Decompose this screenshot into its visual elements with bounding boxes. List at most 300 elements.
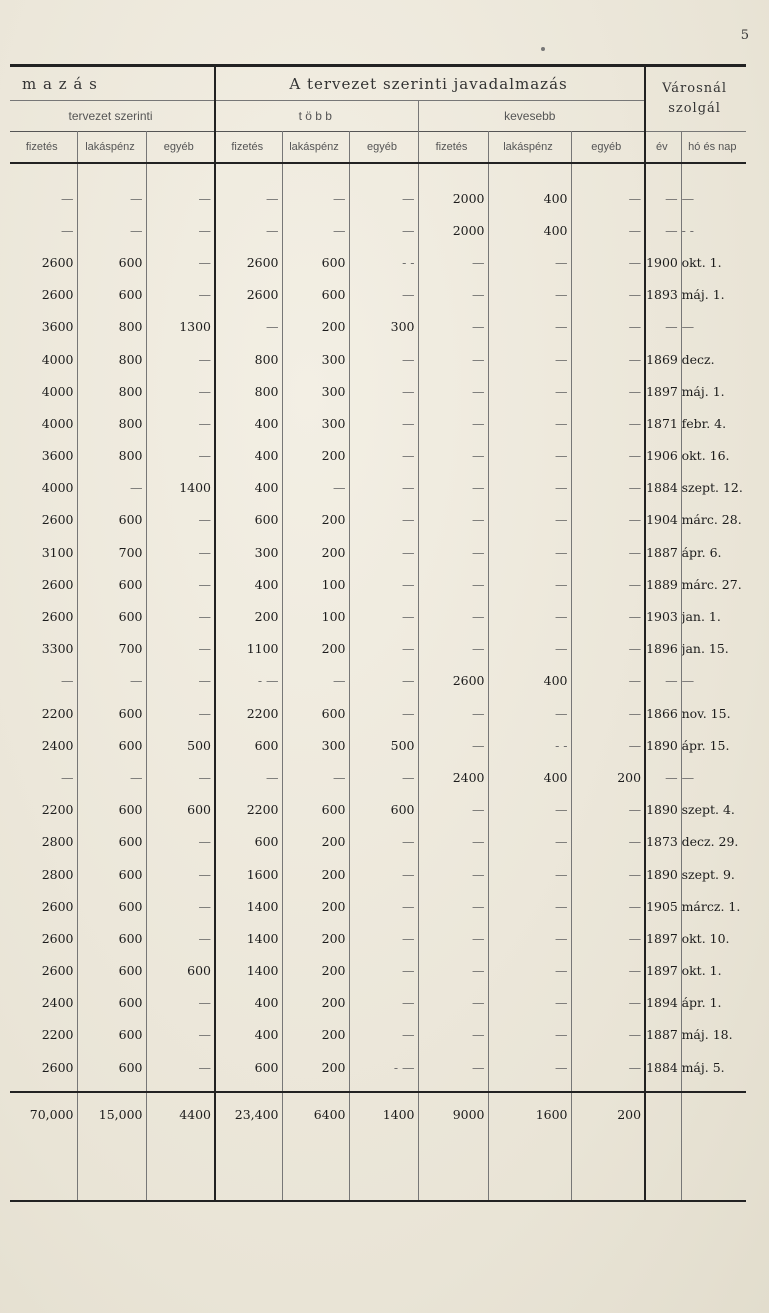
amount-cell: — [488, 279, 571, 311]
amount-cell: 800 [77, 311, 146, 343]
year-cell: 1866 [645, 697, 681, 729]
spacer-row [10, 163, 746, 182]
year-cell: 1869 [645, 343, 681, 375]
date-cell: okt. 16. [681, 448, 730, 464]
amount-cell: - — [349, 1051, 418, 1083]
amount-cell: 4000 [10, 472, 77, 504]
total-cell: 4400 [146, 1092, 215, 1135]
amount-cell: — [418, 407, 488, 439]
table-row [10, 375, 746, 407]
date-cell: ápr. 1. [681, 995, 722, 1011]
year-cell: 1896 [645, 633, 681, 665]
amount-cell: 600 [215, 729, 282, 761]
amount-cell: 200 [282, 440, 349, 472]
amount-cell: — [488, 697, 571, 729]
amount-cell: — [349, 536, 418, 568]
amount-cell: 2600 [10, 568, 77, 600]
amount-cell: 600 [77, 858, 146, 890]
amount-cell: 600 [349, 794, 418, 826]
amount-cell: — [418, 890, 488, 922]
amount-cell: — [418, 1019, 488, 1051]
amount-cell: 200 [282, 1051, 349, 1083]
amount-cell: — [77, 665, 146, 697]
date-cell: decz. 29. [681, 834, 739, 850]
amount-cell: — [146, 665, 215, 697]
amount-cell: — [571, 633, 645, 665]
amount-cell: — [349, 633, 418, 665]
amount-cell: — [146, 246, 215, 278]
amount-cell: 200 [282, 858, 349, 890]
amount-cell: — [349, 1019, 418, 1051]
amount-cell: 800 [77, 440, 146, 472]
amount-cell: 600 [77, 826, 146, 858]
amount-cell: — [10, 761, 77, 793]
date-cell: márcz. 1. [681, 898, 741, 914]
total-cell: 6400 [282, 1092, 349, 1135]
year-cell: — [645, 214, 681, 246]
year-cell: 1903 [645, 600, 681, 632]
amount-cell: 400 [488, 761, 571, 793]
date-cell: okt. 1. [681, 963, 722, 979]
amount-cell: — [418, 472, 488, 504]
total-cell: 15,000 [77, 1092, 146, 1135]
amount-cell: — [571, 729, 645, 761]
amount-cell: 400 [488, 665, 571, 697]
header-sub-left: tervezet szerinti [10, 101, 215, 132]
amount-cell: — [349, 407, 418, 439]
column-header: fizetés [215, 132, 282, 164]
amount-cell: — [571, 922, 645, 954]
amount-cell: 2600 [10, 955, 77, 987]
amount-cell: — [571, 1019, 645, 1051]
amount-cell: — [146, 279, 215, 311]
date-cell: — [681, 190, 695, 206]
amount-cell: 2600 [215, 279, 282, 311]
amount-cell: — [349, 890, 418, 922]
amount-cell: 2200 [10, 697, 77, 729]
amount-cell: — [418, 246, 488, 278]
amount-cell: — [418, 536, 488, 568]
amount-cell: 400 [215, 407, 282, 439]
amount-cell: 600 [282, 794, 349, 826]
amount-cell: — [146, 343, 215, 375]
amount-cell: — [215, 182, 282, 214]
amount-cell: — [571, 504, 645, 536]
date-cell: szept. 9. [681, 866, 735, 882]
table-row [10, 600, 746, 632]
amount-cell: — [146, 858, 215, 890]
amount-cell: — [488, 955, 571, 987]
amount-cell: 2600 [10, 922, 77, 954]
date-cell: ápr. 6. [681, 544, 722, 560]
amount-cell: — [418, 858, 488, 890]
amount-cell: — [418, 729, 488, 761]
table-row [10, 1051, 746, 1083]
amount-cell: — [418, 955, 488, 987]
amount-cell: 1400 [146, 472, 215, 504]
column-header: lakáspénz [488, 132, 571, 164]
page-number: 5 [740, 28, 749, 43]
date-cell: decz. [681, 351, 715, 367]
amount-cell: 200 [282, 504, 349, 536]
table-row [10, 407, 746, 439]
amount-cell: — [215, 214, 282, 246]
amount-cell: 600 [77, 504, 146, 536]
amount-cell: — [418, 633, 488, 665]
table-row [10, 858, 746, 890]
amount-cell: 2000 [418, 214, 488, 246]
amount-cell: — [146, 407, 215, 439]
column-header: egyéb [571, 132, 645, 164]
header-group-main: A tervezet szerinti javadalmazás [215, 66, 645, 101]
amount-cell: 800 [215, 343, 282, 375]
amount-cell: - - [488, 729, 571, 761]
amount-cell: — [349, 761, 418, 793]
amount-cell: 600 [77, 246, 146, 278]
column-header-row [10, 132, 746, 164]
amount-cell: — [418, 794, 488, 826]
year-cell: 1871 [645, 407, 681, 439]
amount-cell: — [77, 761, 146, 793]
amount-cell: — [146, 826, 215, 858]
table-row [10, 761, 746, 793]
year-cell: 1887 [645, 536, 681, 568]
table-row [10, 1019, 746, 1051]
amount-cell: — [488, 922, 571, 954]
table-row [10, 246, 746, 278]
amount-cell: 200 [571, 761, 645, 793]
amount-cell: 600 [77, 955, 146, 987]
amount-cell: 400 [215, 987, 282, 1019]
amount-cell: — [282, 214, 349, 246]
amount-cell: — [571, 440, 645, 472]
column-header: egyéb [146, 132, 215, 164]
table-row [10, 311, 746, 343]
table-row [10, 794, 746, 826]
ink-spot [541, 47, 545, 51]
amount-cell: — [349, 568, 418, 600]
column-header: fizetés [10, 132, 77, 164]
date-cell: máj. 18. [681, 1027, 733, 1043]
year-cell: 1905 [645, 890, 681, 922]
amount-cell: 600 [215, 1051, 282, 1083]
amount-cell: — [418, 279, 488, 311]
amount-cell: — [488, 311, 571, 343]
amount-cell: — [418, 826, 488, 858]
amount-cell: 800 [77, 375, 146, 407]
amount-cell: — [418, 343, 488, 375]
date-cell: ápr. 15. [681, 737, 730, 753]
amount-cell: 600 [282, 246, 349, 278]
amount-cell: — [349, 826, 418, 858]
table-row [10, 343, 746, 375]
amount-cell: — [571, 665, 645, 697]
amount-cell: 600 [215, 826, 282, 858]
amount-cell: 1400 [215, 955, 282, 987]
amount-cell: — [571, 311, 645, 343]
amount-cell: — [146, 375, 215, 407]
table-row [10, 890, 746, 922]
amount-cell: — [571, 246, 645, 278]
amount-cell: 1100 [215, 633, 282, 665]
amount-cell: — [571, 826, 645, 858]
amount-cell: — [488, 536, 571, 568]
amount-cell: 2800 [10, 858, 77, 890]
amount-cell: 400 [215, 1019, 282, 1051]
year-cell: 1889 [645, 568, 681, 600]
amount-cell: 200 [282, 826, 349, 858]
amount-cell: - - [349, 246, 418, 278]
amount-cell: — [349, 922, 418, 954]
date-cell: okt. 1. [681, 254, 722, 270]
amount-cell: — [571, 279, 645, 311]
amount-cell: 300 [282, 407, 349, 439]
total-cell [681, 1092, 746, 1135]
amount-cell: — [282, 472, 349, 504]
amount-cell: — [488, 504, 571, 536]
amount-cell: — [146, 504, 215, 536]
amount-cell: — [488, 568, 571, 600]
amount-cell: 3600 [10, 311, 77, 343]
year-cell: 1884 [645, 1051, 681, 1083]
date-cell: máj. 1. [681, 383, 725, 399]
table-row [10, 182, 746, 214]
amount-cell: 400 [215, 440, 282, 472]
amount-cell: 600 [77, 890, 146, 922]
amount-cell: — [349, 987, 418, 1019]
amount-cell: — [571, 407, 645, 439]
date-cell: máj. 5. [681, 1059, 725, 1075]
header-sub-more: t ö b b [215, 101, 418, 132]
amount-cell: 800 [77, 407, 146, 439]
amount-cell: — [282, 665, 349, 697]
amount-cell: 600 [77, 729, 146, 761]
amount-cell: — [488, 794, 571, 826]
year-cell: 1890 [645, 858, 681, 890]
year-cell: 1897 [645, 922, 681, 954]
amount-cell: — [488, 858, 571, 890]
amount-cell: 600 [146, 955, 215, 987]
table-row [10, 922, 746, 954]
amount-cell: 800 [77, 343, 146, 375]
amount-cell: 2600 [418, 665, 488, 697]
amount-cell: — [418, 440, 488, 472]
amount-cell: 4000 [10, 343, 77, 375]
amount-cell: — [418, 922, 488, 954]
date-cell: nov. 15. [681, 705, 731, 721]
amount-cell: — [349, 343, 418, 375]
amount-cell: 600 [146, 794, 215, 826]
amount-cell: 2600 [10, 246, 77, 278]
amount-cell: — [571, 858, 645, 890]
amount-cell: 200 [282, 311, 349, 343]
amount-cell: — [349, 182, 418, 214]
amount-cell: 2200 [10, 1019, 77, 1051]
amount-cell: — [349, 214, 418, 246]
amount-cell: — [146, 987, 215, 1019]
amount-cell: 1400 [215, 890, 282, 922]
amount-cell: 600 [215, 504, 282, 536]
amount-cell: — [146, 761, 215, 793]
amount-cell: — [215, 761, 282, 793]
column-header: egyéb [349, 132, 418, 164]
header-group-right-text: Városnál szolgál [662, 81, 728, 116]
amount-cell: 700 [77, 633, 146, 665]
amount-cell: 600 [77, 697, 146, 729]
amount-cell: 2200 [215, 697, 282, 729]
amount-cell: — [77, 214, 146, 246]
amount-cell: — [349, 472, 418, 504]
year-cell: 1890 [645, 794, 681, 826]
amount-cell: 200 [282, 922, 349, 954]
table-row [10, 697, 746, 729]
column-header: év [645, 132, 681, 164]
amount-cell: 600 [77, 600, 146, 632]
amount-cell: — [146, 890, 215, 922]
year-cell: 1894 [645, 987, 681, 1019]
column-header: lakáspénz [282, 132, 349, 164]
amount-cell: — [488, 1019, 571, 1051]
amount-cell: 600 [77, 1019, 146, 1051]
date-cell: — [681, 319, 695, 335]
total-cell: 1600 [488, 1092, 571, 1135]
amount-cell: — [418, 504, 488, 536]
date-cell: - - [681, 222, 694, 238]
amount-cell: 2200 [10, 794, 77, 826]
amount-cell: — [349, 955, 418, 987]
year-cell: 1897 [645, 375, 681, 407]
table-row [10, 536, 746, 568]
header-group-left: m a z á s [10, 66, 215, 101]
total-cell: 70,000 [10, 1092, 77, 1135]
year-cell: 1873 [645, 826, 681, 858]
amount-cell: — [488, 440, 571, 472]
amount-cell: 400 [488, 214, 571, 246]
year-cell: 1887 [645, 1019, 681, 1051]
table-row [10, 729, 746, 761]
amount-cell: 2400 [418, 761, 488, 793]
amount-cell: 200 [282, 955, 349, 987]
amount-cell: 2600 [10, 504, 77, 536]
amount-cell: 300 [282, 729, 349, 761]
amount-cell: 300 [282, 375, 349, 407]
table-row [10, 214, 746, 246]
amount-cell: — [146, 1051, 215, 1083]
amount-cell: — [418, 568, 488, 600]
amount-cell: — [146, 600, 215, 632]
amount-cell: — [146, 1019, 215, 1051]
date-cell: márc. 27. [681, 576, 742, 592]
amount-cell: 2600 [10, 1051, 77, 1083]
amount-cell: — [418, 375, 488, 407]
amount-cell: 400 [215, 472, 282, 504]
amount-cell: — [146, 633, 215, 665]
amount-cell: — [571, 794, 645, 826]
amount-cell: 600 [77, 279, 146, 311]
totals-row [10, 1092, 746, 1135]
amount-cell: — [571, 955, 645, 987]
amount-cell: — [146, 922, 215, 954]
date-cell: márc. 28. [681, 512, 742, 528]
amount-cell: — [488, 633, 571, 665]
amount-cell: — [571, 343, 645, 375]
amount-cell: — [146, 568, 215, 600]
amount-cell: — [349, 697, 418, 729]
amount-cell: — [418, 600, 488, 632]
date-cell: febr. 4. [681, 415, 727, 431]
amount-cell: 1400 [215, 922, 282, 954]
amount-cell: 200 [282, 890, 349, 922]
amount-cell: — [571, 697, 645, 729]
year-cell: 1906 [645, 440, 681, 472]
amount-cell: — [418, 1051, 488, 1083]
column-header: fizetés [418, 132, 488, 164]
table-row [10, 987, 746, 1019]
table-row [10, 440, 746, 472]
amount-cell: — [571, 536, 645, 568]
amount-cell: 300 [349, 311, 418, 343]
amount-cell: — [349, 279, 418, 311]
date-cell: — [681, 673, 695, 689]
amount-cell: — [418, 697, 488, 729]
amount-cell: 200 [282, 633, 349, 665]
amount-cell: — [349, 858, 418, 890]
date-cell: szept. 4. [681, 802, 735, 818]
amount-cell: — [488, 890, 571, 922]
amount-cell: — [571, 214, 645, 246]
amount-cell: 3100 [10, 536, 77, 568]
amount-cell: 500 [146, 729, 215, 761]
amount-cell: — [571, 182, 645, 214]
amount-cell: — [10, 182, 77, 214]
amount-cell: 2600 [10, 890, 77, 922]
amount-cell: — [146, 536, 215, 568]
amount-cell: 300 [282, 343, 349, 375]
amount-cell: — [215, 311, 282, 343]
total-cell: 200 [571, 1092, 645, 1135]
amount-cell: 2600 [10, 279, 77, 311]
amount-cell: — [571, 568, 645, 600]
amount-cell: 1300 [146, 311, 215, 343]
amount-cell: 600 [77, 987, 146, 1019]
amount-cell: 500 [349, 729, 418, 761]
amount-cell: 100 [282, 568, 349, 600]
amount-cell: 3300 [10, 633, 77, 665]
date-cell: — [681, 769, 695, 785]
spacer-row [10, 1083, 746, 1092]
amount-cell: 2600 [215, 246, 282, 278]
amount-cell: — [571, 1051, 645, 1083]
year-cell: — [645, 761, 681, 793]
amount-cell: — [571, 987, 645, 1019]
amount-cell: 600 [77, 568, 146, 600]
year-cell: 1884 [645, 472, 681, 504]
header-group-right [645, 66, 746, 132]
year-cell: 1900 [645, 246, 681, 278]
table-row [10, 472, 746, 504]
header-sub-less: kevesebb [418, 101, 645, 132]
amount-cell: 4000 [10, 407, 77, 439]
amount-cell: 600 [77, 794, 146, 826]
amount-cell: — [146, 182, 215, 214]
table-row [10, 279, 746, 311]
table-row [10, 955, 746, 987]
amount-cell: 200 [215, 600, 282, 632]
amount-cell: 100 [282, 600, 349, 632]
amount-cell: — [418, 987, 488, 1019]
amount-cell: 600 [282, 279, 349, 311]
amount-cell: — [488, 407, 571, 439]
